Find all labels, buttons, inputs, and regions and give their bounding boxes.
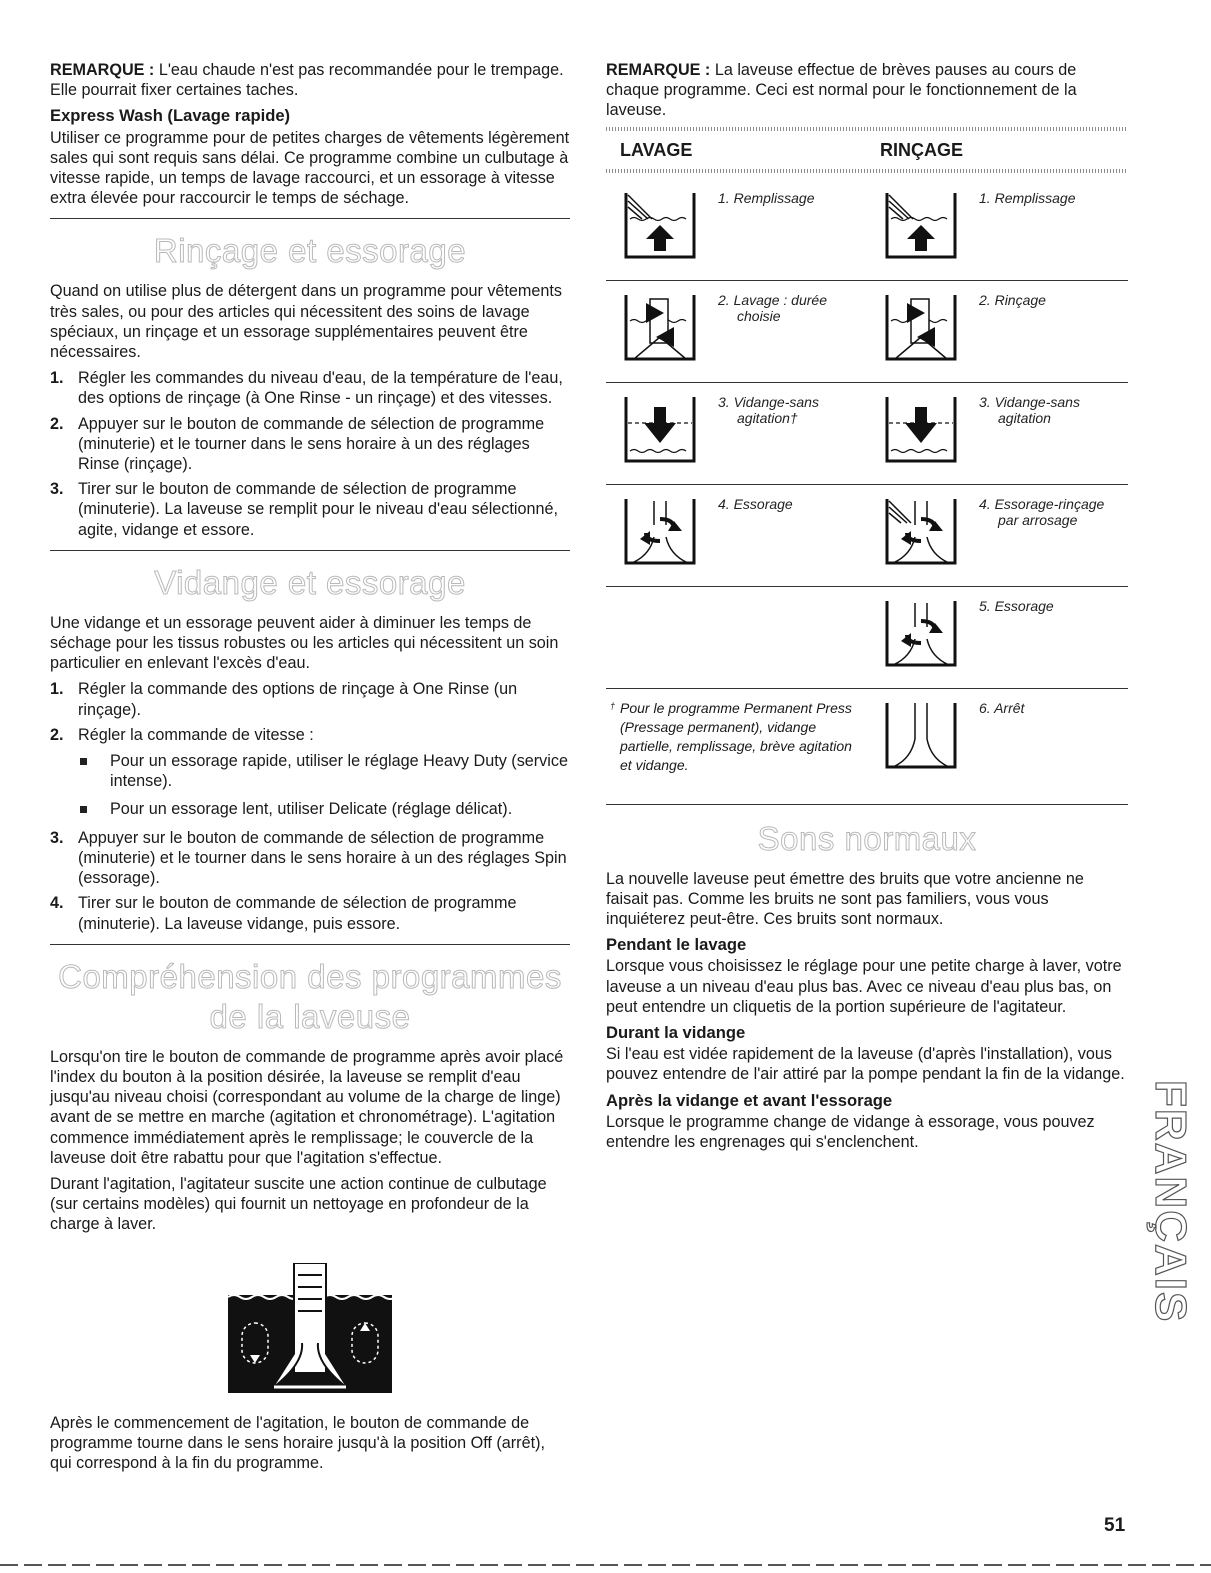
list-item: Pour un essorage lent, utiliser Delicate (réglage délicat). bbox=[50, 799, 570, 819]
sons-text: Lorsque le programme change de vidange à essorage, vous pouvez entendre les engrenages qui s'enclenchent. bbox=[606, 1112, 1095, 1152]
table-row bbox=[606, 281, 1128, 383]
list-item: 2. Appuyer sur le bouton de commande de sélection de programme (minuterie) et le tourner dans le sens horaire à un des réglages Rinse (rinçage). bbox=[50, 414, 545, 474]
cycle-step-lavage: 3. Vidange-sans agitation† bbox=[606, 393, 867, 484]
section-title-vidange: Vidange et essorage bbox=[154, 563, 466, 601]
table-row bbox=[606, 383, 1128, 485]
speed-bullets bbox=[50, 751, 570, 820]
section-title-rincage: Rinçage et essorage bbox=[153, 232, 467, 270]
note-pauses: REMARQUE : La laveuse effectue de brèves pauses au cours de chaque programme. Ceci est normal pour le fonctionnement de la laveuse. bbox=[606, 61, 1077, 120]
express-wash-heading: Express Wash (Lavage rapide) bbox=[50, 106, 291, 126]
section-title-comprehension-1: Compréhension des programmes bbox=[58, 957, 562, 995]
spin-icon bbox=[620, 495, 700, 567]
cycle-step-rincage: 2. Rinçage bbox=[867, 291, 1128, 382]
column-header-rincage: RINÇAGE bbox=[880, 139, 964, 160]
express-wash-text: Utiliser ce programme pour de petites charges de vêtements légèrement sales qui sont requis sans délai. Ce programme combine un culbutage à vitesse rapide, un temps de lavage raccourci, et un essorage à vitesse extra élevée pour raccourcir le temps de séchage. bbox=[50, 128, 570, 208]
stop-icon bbox=[881, 699, 961, 771]
cycle-step-rincage: 5. Essorage bbox=[867, 597, 1128, 688]
list-item: 2. Régler la commande de vitesse : bbox=[50, 725, 314, 744]
divider bbox=[606, 127, 1128, 131]
rincage-steps bbox=[50, 368, 570, 540]
sons-text: Lorsque vous choisissez le réglage pour une petite charge à laver, votre laveuse a un niveau d'eau plus bas. Avec ce niveau d'eau plus bas, on peut entendre un cliquetis de la portion supérieure de l'agitateur. bbox=[606, 957, 1122, 1016]
cycle-step-rincage: 1. Remplissage bbox=[867, 189, 1128, 280]
rinse-icon bbox=[881, 291, 961, 363]
sons-heading: Après la vidange et avant l'essorage bbox=[606, 1090, 893, 1110]
table-row bbox=[606, 689, 1128, 805]
divider bbox=[606, 169, 1128, 173]
drain-icon bbox=[620, 393, 700, 465]
wash-icon bbox=[620, 291, 700, 363]
list-item: Pour un essorage rapide, utiliser le réglage Heavy Duty (service intense). bbox=[50, 751, 570, 791]
page-number: 51 bbox=[1104, 1515, 1126, 1536]
drain-icon bbox=[881, 393, 961, 465]
cycle-step-rincage: 3. Vidange-sans agitation bbox=[867, 393, 1128, 484]
list-item: 4. Tirer sur le bouton de commande de sélection de programme (minuterie). La laveuse vidange, puis essore. bbox=[50, 894, 517, 933]
section-title-comprehension-2: de la laveuse bbox=[209, 997, 411, 1035]
footnote: † Pour le programme Permanent Press (Pressage permanent), vidange partielle, remplissage, brève agitation et vidange. bbox=[610, 699, 852, 773]
list-item: 1. Régler les commandes du niveau d'eau, de la température de l'eau, des options de rinçage (à One Rinse - un rinçage) et des vitesses. bbox=[50, 369, 563, 408]
cycle-step-lavage: 1. Remplissage bbox=[606, 189, 867, 280]
divider bbox=[50, 944, 570, 945]
sons-heading: Durant la vidange bbox=[606, 1023, 746, 1043]
bullet-icon bbox=[80, 806, 87, 813]
bullet-icon bbox=[80, 758, 87, 765]
vidange-intro: Une vidange et un essorage peuvent aider à diminuer les temps de séchage pour les tissus robustes ou les articles qui nécessitent un soin particulier en enlevant l'excès d'eau. bbox=[50, 613, 559, 673]
list-item: 3. Tirer sur le bouton de commande de sélection de programme (minuterie). La laveuse se remplit pour le niveau d'eau sélectionné, agite, vidange et essore. bbox=[50, 480, 558, 539]
column-header-lavage: LAVAGE bbox=[620, 139, 693, 160]
divider bbox=[50, 550, 570, 551]
bottom-border bbox=[0, 1564, 1211, 1566]
list-item: 3. Appuyer sur le bouton de commande de sélection de programme (minuterie) et le tourner dans le sens horaire à un des réglages Spin (essorage). bbox=[50, 828, 567, 888]
spray-rinse-icon bbox=[881, 495, 961, 567]
cycle-table-header bbox=[606, 134, 1128, 166]
list-item: 1. Régler la commande des options de rinçage à One Rinse (un rinçage). bbox=[50, 680, 518, 719]
note-soaking: REMARQUE : L'eau chaude n'est pas recommandée pour le trempage. Elle pourrait fixer certaines taches. bbox=[50, 61, 564, 100]
agitator-illustration bbox=[228, 1263, 392, 1393]
table-row bbox=[606, 587, 1128, 689]
divider bbox=[50, 218, 570, 219]
comprehension-p3: Après le commencement de l'agitation, le bouton de commande de programme tourne dans le sens horaire jusqu'à la position Off (arrêt), qui correspond à la fin du programme. bbox=[50, 1413, 545, 1472]
vidange-steps-cont bbox=[50, 828, 570, 934]
cycle-step-rincage: 4. Essorage-rinçage par arrosage bbox=[867, 495, 1128, 586]
cycle-step-rincage: 6. Arrêt bbox=[867, 699, 1128, 804]
sons-text: Si l'eau est vidée rapidement de la laveuse (d'après l'installation), vous pouvez entendre de l'air attiré par la pompe pendant la fin de la vidange. bbox=[606, 1045, 1125, 1084]
spin-icon bbox=[881, 597, 961, 669]
cycle-step-lavage: 4. Essorage bbox=[606, 495, 867, 586]
fill-icon bbox=[620, 189, 700, 261]
language-side-tab: FRANÇAIS bbox=[1146, 1080, 1195, 1324]
cycle-step-lavage: 2. Lavage : durée choisie bbox=[606, 291, 867, 382]
fill-icon bbox=[881, 189, 961, 261]
rincage-intro: Quand on utilise plus de détergent dans un programme pour vêtements très sales, ou pour des articles qui nécessitent des soins de lavage spéciaux, un rinçage et un essorage supplémentaires peuvent être nécessaires. bbox=[50, 282, 563, 362]
left-column bbox=[50, 60, 570, 1479]
comprehension-p2: Durant l'agitation, l'agitateur suscite une action continue de culbutage (sur certains modèles) qui fournit un nettoyage en profondeur de la charge à laver. bbox=[50, 1174, 547, 1234]
table-row bbox=[606, 179, 1128, 281]
sons-heading: Pendant le lavage bbox=[606, 935, 747, 955]
cycle-table bbox=[606, 179, 1128, 805]
vidange-steps bbox=[50, 679, 570, 745]
table-row bbox=[606, 485, 1128, 587]
sons-intro: La nouvelle laveuse peut émettre des bruits que votre ancienne ne faisait pas. Comme les bruits ne sont pas familiers, vous vous inquiéterez peut-être. Ces bruits sont normaux. bbox=[606, 869, 1084, 929]
section-title-sons: Sons normaux bbox=[757, 819, 977, 857]
right-column bbox=[606, 60, 1128, 1158]
comprehension-p1: Lorsqu'on tire le bouton de commande de programme après avoir placé l'index du bouton à la position désirée, la laveuse se remplit d'eau jusqu'au niveau choisi (correspondant au volume de la charge de linge) avant de se mettre en marche (agitation et chronométrage). L'agitation commence immédiatement après le remplissage; le couvercle de la laveuse doit être rabattu pour que l'agitation s'effectue. bbox=[50, 1047, 564, 1167]
